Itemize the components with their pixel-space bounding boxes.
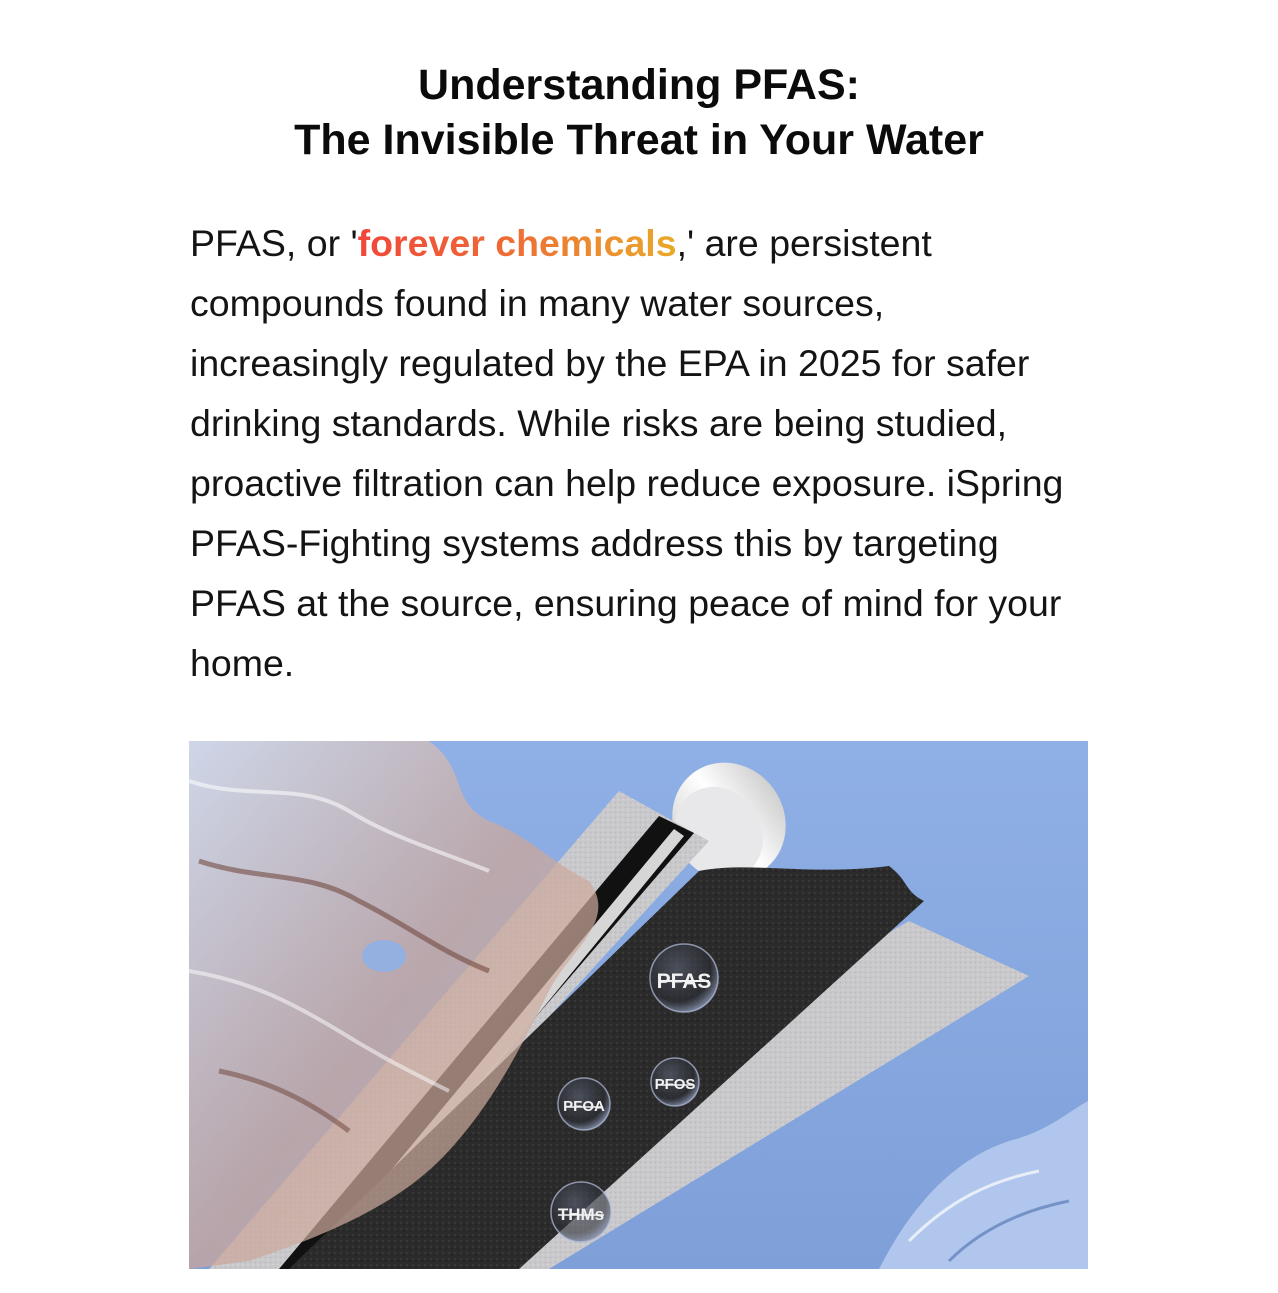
filter-illustration-svg (189, 741, 1088, 1269)
page-title-line-1: Understanding PFAS: (418, 61, 860, 109)
contaminant-bubble-pfoa (558, 1078, 610, 1130)
forever-chemicals-highlight: forever chemicals (357, 222, 677, 264)
bubble-label-thms: THMs (557, 1205, 605, 1224)
intro-text-before: PFAS, or ' (190, 222, 358, 264)
contaminant-bubble-pfas (650, 944, 718, 1012)
intro-paragraph (190, 213, 1090, 693)
page-title (0, 58, 1278, 168)
filter-illustration (189, 741, 1088, 1269)
bubble-label-pfoa: PFOA (563, 1098, 605, 1115)
intro-text-after: ,' are persistent compounds found in many water sources, increasingly regulated by the EPA in 2025 for safer drinking standards. While risks are being studied, proactive filtration can help reduce exposure. iSpring PFAS-Fighting systems address this by targeting PFAS at the source, ensuring peace of mind for your home. (190, 222, 1064, 684)
bubble-label-pfas: PFAS (656, 970, 712, 993)
contaminant-bubble-pfos (651, 1058, 699, 1106)
contaminant-bubble-thms (551, 1182, 611, 1242)
bubble-label-pfos: PFOS (654, 1076, 696, 1093)
page-title-line-2: The Invisible Threat in Your Water (294, 116, 984, 164)
